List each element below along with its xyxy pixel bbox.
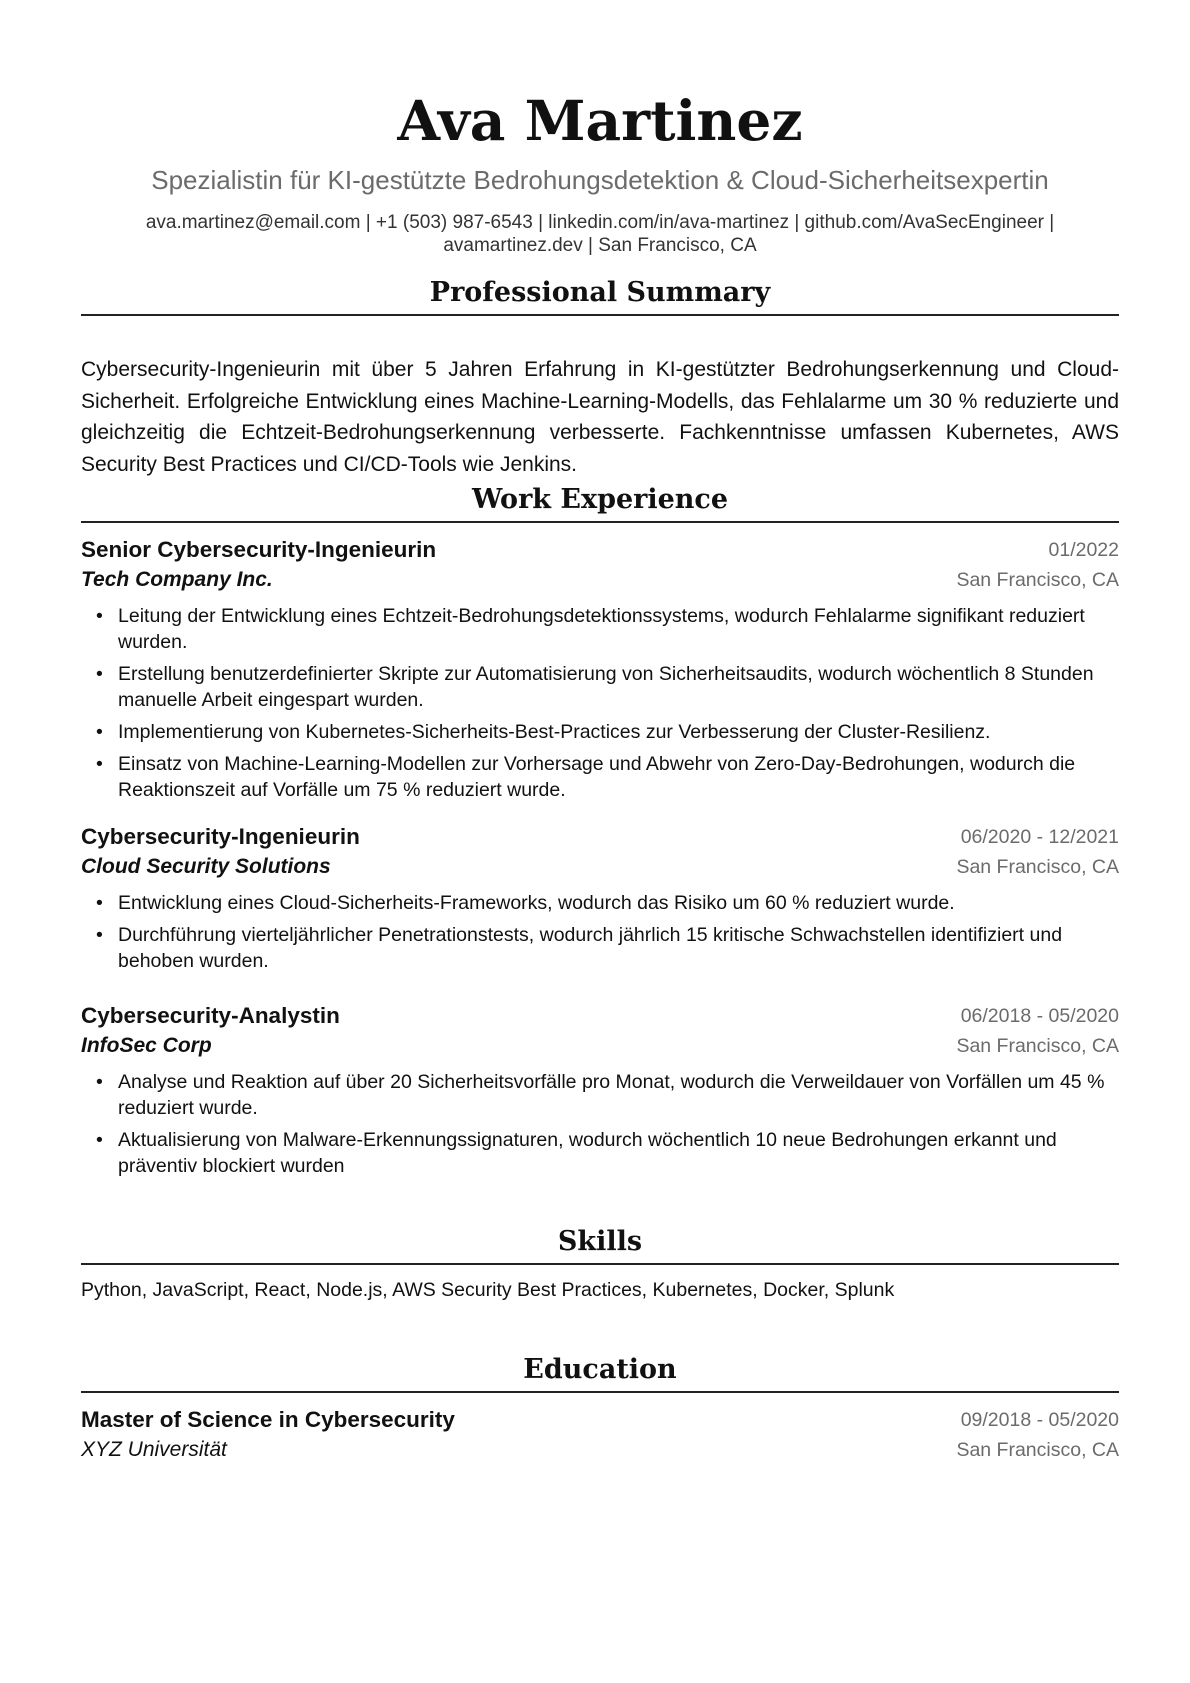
bullet-icon: •	[96, 753, 103, 775]
job-date: 06/2020 - 12/2021	[960, 826, 1119, 848]
education-entry	[81, 1405, 1119, 1465]
job-location: San Francisco, CA	[956, 569, 1119, 591]
education-location: San Francisco, CA	[956, 1439, 1119, 1461]
experience-entry	[81, 1001, 1119, 1185]
bullet-item	[81, 603, 1119, 655]
contact-line-2: avamartinez.dev | San Francisco, CA	[443, 235, 757, 256]
contact-info	[81, 211, 1119, 257]
candidate-headline: Spezialistin für KI-gestützte Bedrohungsdetektion & Cloud-Sicherheitsexpertin	[151, 165, 1049, 195]
education-date: 09/2018 - 05/2020	[960, 1409, 1119, 1431]
school-name: XYZ Universität	[81, 1438, 227, 1461]
section-title-summary: Professional Summary	[429, 277, 771, 308]
job-title: Cybersecurity-Ingenieurin	[81, 824, 360, 849]
bullet-icon: •	[96, 721, 103, 743]
bullet-text: Aktualisierung von Malware-Erkennungssignaturen, wodurch wöchentlich 10 neue Bedrohungen erkannt und präventiv blockiert wurden	[118, 1129, 1057, 1177]
contact-line-1: ava.martinez@email.com | +1 (503) 987-6543 | linkedin.com/in/ava-martinez | github.com/AvaSecEngineer |	[145, 212, 1055, 233]
bullet-icon: •	[96, 892, 103, 914]
job-title: Senior Cybersecurity-Ingenieurin	[81, 537, 437, 562]
job-bullets	[81, 890, 1119, 974]
job-bullets	[81, 603, 1119, 803]
summary-text: Cybersecurity-Ingenieurin mit über 5 Jahren Erfahrung in KI-gestützter Bedrohungserkennung und Cloud-Sicherheit. Erfolgreiche Entwicklung eines Machine-Learning-Modells, das Fehlalarme um 30 % reduzierte und gleichzeitig die Echtzeit-Bedrohungserkennung verbesserte. Fachkenntnisse umfassen Kubernetes, AWS Security Best Practices und CI/CD-Tools wie Jenkins.	[81, 358, 1119, 476]
bullet-item	[81, 922, 1119, 974]
bullet-item	[81, 1069, 1119, 1121]
bullet-text: Entwicklung eines Cloud-Sicherheits-Frameworks, wodurch das Risiko um 60 % reduziert wurde.	[118, 892, 955, 914]
section-title-education: Education	[523, 1354, 677, 1385]
bullet-item	[81, 890, 1119, 916]
bullet-item	[81, 1127, 1119, 1179]
job-location: San Francisco, CA	[956, 1035, 1119, 1057]
bullet-item	[81, 751, 1119, 803]
section-divider	[81, 521, 1119, 523]
bullet-icon: •	[96, 663, 103, 685]
bullet-icon: •	[96, 605, 103, 627]
bullet-icon: •	[96, 1129, 103, 1151]
section-title-skills: Skills	[557, 1226, 643, 1257]
bullet-text: Durchführung vierteljährlicher Penetrationstests, wodurch jährlich 15 kritische Schwachstellen identifiziert und behoben wurden.	[118, 924, 1063, 972]
bullet-item	[81, 719, 1119, 745]
company-name: Cloud Security Solutions	[81, 855, 331, 878]
bullet-text: Erstellung benutzerdefinierter Skripte zur Automatisierung von Sicherheitsaudits, wodurch wöchentlich 8 Stunden manuelle Arbeit eingespart wurden.	[118, 663, 1094, 711]
skills-list: Python, JavaScript, React, Node.js, AWS Security Best Practices, Kubernetes, Docker, Splunk	[81, 1279, 895, 1301]
bullet-text: Implementierung von Kubernetes-Sicherheits-Best-Practices zur Verbesserung der Cluster-Resilienz.	[118, 721, 991, 743]
job-date: 06/2018 - 05/2020	[960, 1005, 1119, 1027]
company-name: Tech Company Inc.	[81, 568, 273, 591]
job-bullets	[81, 1069, 1119, 1179]
section-divider	[81, 314, 1119, 316]
job-location: San Francisco, CA	[956, 856, 1119, 878]
bullet-text: Leitung der Entwicklung eines Echtzeit-Bedrohungsdetektionssystems, wodurch Fehlalarme signifikant reduziert wurden.	[118, 605, 1085, 653]
candidate-name: Ava Martinez	[397, 88, 803, 153]
section-divider	[81, 1263, 1119, 1265]
job-title: Cybersecurity-Analystin	[81, 1003, 340, 1028]
bullet-text: Analyse und Reaktion auf über 20 Sicherheitsvorfälle pro Monat, wodurch die Verweildauer von Vorfällen um 45 % reduziert wurde.	[118, 1071, 1105, 1119]
section-title-experience: Work Experience	[471, 484, 729, 515]
bullet-text: Einsatz von Machine-Learning-Modellen zur Vorhersage und Abwehr von Zero-Day-Bedrohungen, wodurch die Reaktionszeit auf Vorfälle um 75 % reduziert wurde.	[118, 753, 1076, 801]
job-date: 01/2022	[1048, 539, 1119, 561]
bullet-icon: •	[96, 924, 103, 946]
company-name: InfoSec Corp	[81, 1034, 212, 1057]
experience-entry	[81, 822, 1119, 980]
bullet-item	[81, 661, 1119, 713]
experience-entry	[81, 535, 1119, 809]
degree-title: Master of Science in Cybersecurity	[81, 1407, 455, 1432]
bullet-icon: •	[96, 1071, 103, 1093]
section-divider	[81, 1391, 1119, 1393]
